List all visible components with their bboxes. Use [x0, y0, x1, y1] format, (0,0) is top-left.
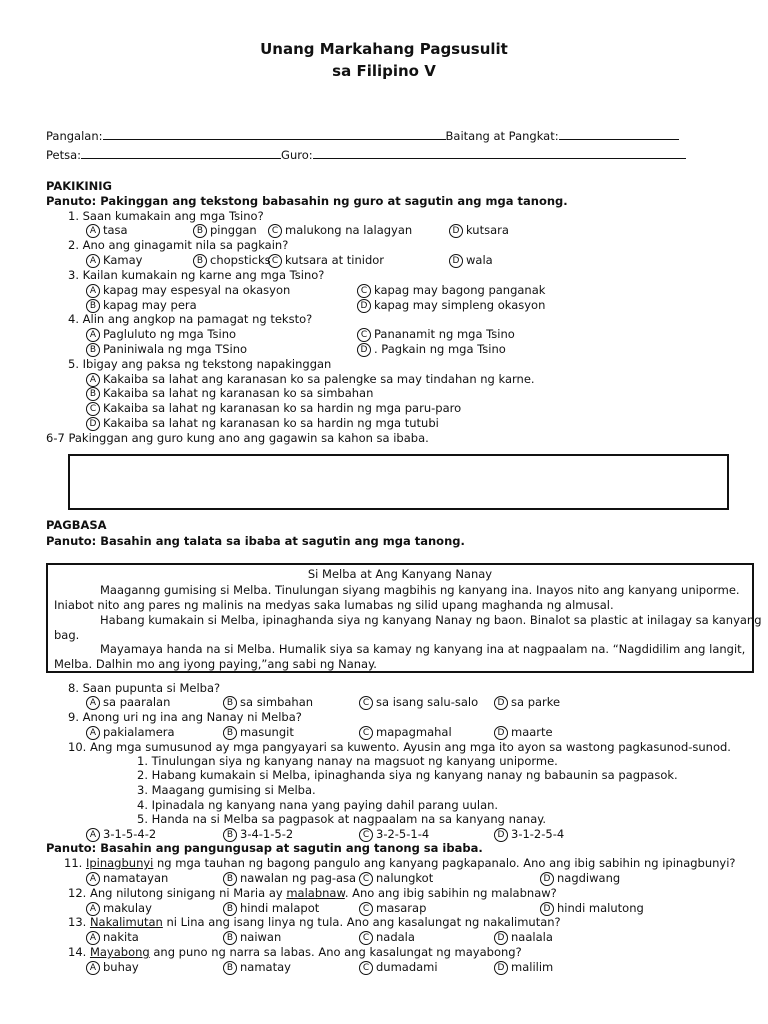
option-text: kapag may pera [103, 298, 197, 312]
event-item: 2. Habang kumakain si Melba, ipinaghanda siya ng kanyang nanay ng babaunin sa pagpasok. [137, 768, 678, 782]
choice-circle: D [494, 828, 508, 842]
option-text: Paniniwala ng mga TSino [103, 342, 248, 356]
q10-option-c[interactable] [359, 827, 429, 842]
option-text: namatayan [103, 871, 169, 885]
choice-circle: D [86, 417, 100, 431]
choice-circle: D [540, 872, 554, 886]
choice-circle: A [86, 828, 100, 842]
choice-circle: D [449, 224, 463, 238]
choice-circle: B [223, 961, 237, 975]
option-text: namatay [240, 960, 291, 974]
choice-circle: B [223, 726, 237, 740]
choice-circle: B [223, 872, 237, 886]
q8-option-d[interactable] [494, 695, 560, 710]
q4-option-a[interactable] [86, 327, 236, 342]
choice-circle: A [86, 328, 100, 342]
option-text: . Pagkain ng mga Tsino [374, 342, 506, 356]
q10-option-b[interactable] [223, 827, 293, 842]
baitang-label: Baitang at Pangkat: [445, 129, 559, 143]
choice-circle: C [268, 224, 282, 238]
question-text: . Ano ang ibig sabihin ng malabnaw? [344, 886, 557, 900]
question-14 [68, 945, 522, 959]
q12-option-c[interactable] [359, 901, 426, 916]
exam-title: Unang Markahang Pagsusulit [260, 40, 508, 58]
event-item: 3. Maagang gumising si Melba. [137, 783, 316, 797]
option-text: malukong na lalagyan [285, 223, 413, 237]
option-text: nagdiwang [557, 871, 621, 885]
option-text: naiwan [240, 930, 282, 944]
exam-subtitle: sa Filipino V [332, 62, 436, 80]
q1-option-b[interactable] [193, 223, 257, 238]
question-11 [64, 856, 736, 870]
story-line: Habang kumakain si Melba, ipinaghanda siya ng kanyang Nanay ng baon. Binalot sa plastic at inilagay sa kanyang [100, 613, 762, 627]
story-line: bag. [54, 628, 80, 642]
choice-circle: D [357, 343, 371, 357]
key-word: Nakalimutan [89, 915, 163, 929]
question-5: 5. Ibigay ang paksa ng tekstong napakinggan [68, 357, 332, 371]
choice-circle: C [357, 284, 371, 298]
option-text: kapag may simpleng okasyon [374, 298, 546, 312]
option-text: masarap [376, 901, 427, 915]
pakikinig-panuto: Panuto: Pakinggan ang tekstong babasahin ng guro at sagutin ang mga tanong. [46, 194, 568, 208]
question-2: 2. Ano ang ginagamit nila sa pagkain? [68, 238, 289, 252]
q8-option-b[interactable] [223, 695, 313, 710]
pangalan-blank[interactable] [103, 127, 446, 140]
option-text: 3-2-5-1-4 [376, 827, 430, 841]
option-text: sa parke [511, 695, 561, 709]
question-10: 10. Ang mga sumusunod ay mga pangyayari sa kuwento. Ayusin ang mga ito ayon sa wastong pagkasunod-sunod. [68, 740, 731, 754]
question-number: 14. [68, 945, 87, 959]
q8-option-a[interactable] [86, 695, 170, 710]
q1-option-c[interactable] [268, 223, 412, 238]
choice-circle: C [359, 726, 373, 740]
option-text: tasa [103, 223, 128, 237]
option-text: hindi malutong [557, 901, 644, 915]
option-text: masungit [240, 725, 294, 739]
event-item: 4. Ipinadala ng kanyang nana yang paying dahil parang uulan. [137, 798, 499, 812]
q8-option-c[interactable] [359, 695, 478, 710]
option-text: kutsara [466, 223, 509, 237]
choice-circle: A [86, 224, 100, 238]
option-text: Pananamit ng mga Tsino [374, 327, 515, 341]
choice-circle: B [193, 224, 207, 238]
choice-circle: A [86, 696, 100, 710]
choice-circle: B [223, 931, 237, 945]
option-text: sa paaralan [103, 695, 171, 709]
choice-circle: C [359, 696, 373, 710]
q13-option-b[interactable] [223, 930, 281, 945]
q13-option-a[interactable] [86, 930, 139, 945]
question-8: 8. Saan pupunta si Melba? [68, 681, 221, 695]
option-text: 3-1-5-4-2 [103, 827, 157, 841]
q3-option-b[interactable] [86, 298, 197, 313]
question-number: 11. [64, 856, 83, 870]
guro-label: Guro: [281, 148, 313, 162]
guro-blank[interactable] [313, 146, 686, 159]
option-text: buhay [103, 960, 139, 974]
choice-circle: D [540, 902, 554, 916]
q4-option-d[interactable] [357, 342, 506, 357]
q5-option-d[interactable] [86, 416, 439, 431]
option-text: nadala [376, 930, 415, 944]
option-text: Kakaiba sa lahat ng karanasan ko sa simbahan [103, 386, 374, 400]
choice-circle: D [494, 726, 508, 740]
option-text: kapag may bagong panganak [374, 283, 546, 297]
choice-circle: D [494, 931, 508, 945]
q13-option-c[interactable] [359, 930, 415, 945]
q5-option-c[interactable] [86, 401, 461, 416]
story-line: Melba. Dalhin mo ang iyong paying,”ang sabi ng Nanay. [54, 657, 377, 671]
choice-circle: C [359, 872, 373, 886]
q3-option-a[interactable] [86, 283, 290, 298]
key-word: Ipinagbunyi [85, 856, 154, 870]
q12-option-a[interactable] [86, 901, 152, 916]
option-text: malilim [511, 960, 554, 974]
event-item: 1. Tinulungan siya ng kanyang nanay na magsuot ng kanyang uniporme. [137, 754, 558, 768]
option-text: pakialamera [103, 725, 175, 739]
option-text: sa isang salu-salo [376, 695, 479, 709]
option-text: naalala [511, 930, 553, 944]
q9-option-a[interactable] [86, 725, 175, 740]
option-text: maarte [511, 725, 553, 739]
option-text: 3-1-2-5-4 [511, 827, 565, 841]
question-9: 9. Anong uri ng ina ang Nanay ni Melba? [68, 710, 302, 724]
pangalan-label: Pangalan: [46, 129, 103, 143]
question-number: 13. [68, 915, 87, 929]
option-text: Kakaiba sa lahat ng karanasan ko sa hardin ng mga tutubi [103, 416, 439, 430]
option-text: Pagluluto ng mga Tsino [103, 327, 237, 341]
q9-option-b[interactable] [223, 725, 294, 740]
choice-circle: C [359, 931, 373, 945]
q10-option-a[interactable] [86, 827, 156, 842]
q13-option-d[interactable] [494, 930, 553, 945]
q10-option-d[interactable] [494, 827, 564, 842]
question-text: ng mga tauhan ng bagong pangulo ang kanyang pagkapanalo. Ano ang ibig sabihin ng ipinagbunyi? [153, 856, 736, 870]
pagbasa-panuto: Panuto: Basahin ang talata sa ibaba at sagutin ang mga tanong. [46, 534, 465, 548]
q9-option-c[interactable] [359, 725, 452, 740]
q4-option-c[interactable] [357, 327, 515, 342]
choice-circle: A [86, 254, 100, 268]
option-text: nawalan ng pag-asa [240, 871, 357, 885]
choice-circle: A [86, 284, 100, 298]
q3-option-d[interactable] [357, 298, 545, 313]
question-12 [68, 886, 557, 900]
q12-option-d[interactable] [540, 901, 644, 916]
q9-option-d[interactable] [494, 725, 553, 740]
question-3: 3. Kailan kumakain ng karne ang mga Tsino? [68, 268, 325, 282]
question-text: Ang nilutong sinigang ni Maria ay [86, 886, 287, 900]
story-line: Iniabot nito ang pares ng malinis na medyas saka lumabas ng silid upang maghanda ng almusal. [54, 598, 614, 612]
choice-circle: B [86, 343, 100, 357]
q11-option-c[interactable] [359, 871, 433, 886]
question-text: ang puno ng narra sa labas. Ano ang kasalungat ng mayabong? [149, 945, 522, 959]
choice-circle: B [193, 254, 207, 268]
q4-option-b[interactable] [86, 342, 247, 357]
choice-circle: C [268, 254, 282, 268]
question-4: 4. Alin ang angkop na pamagat ng teksto? [68, 312, 313, 326]
choice-circle: D [494, 696, 508, 710]
choice-circle: A [86, 961, 100, 975]
q2-option-d[interactable] [449, 253, 493, 268]
baitang-blank[interactable] [559, 127, 679, 140]
option-text: Kakaiba sa lahat ang karanasan ko sa palengke sa may tindahan ng karne. [103, 372, 535, 386]
q14-option-d[interactable] [494, 960, 553, 975]
q5-option-a[interactable] [86, 372, 535, 387]
q2-option-a[interactable] [86, 253, 142, 268]
option-text: nalungkot [376, 871, 434, 885]
option-text: pinggan [210, 223, 257, 237]
q1-option-d[interactable] [449, 223, 509, 238]
choice-circle: B [86, 299, 100, 313]
question-13 [68, 915, 561, 929]
pagbasa-heading: PAGBASA [46, 518, 107, 532]
story-title: Si Melba at Ang Kanyang Nanay [307, 567, 493, 581]
choice-circle: B [86, 387, 100, 401]
petsa-label: Petsa: [46, 148, 82, 162]
q12-option-b[interactable] [223, 901, 319, 916]
q2-option-b[interactable] [193, 253, 271, 268]
q5-option-b[interactable] [86, 386, 373, 401]
choice-circle: B [223, 902, 237, 916]
choice-circle: A [86, 872, 100, 886]
option-text: hindi malapot [240, 901, 320, 915]
option-text: 3-4-1-5-2 [240, 827, 294, 841]
choice-circle: A [86, 931, 100, 945]
q11-option-a[interactable] [86, 871, 168, 886]
choice-circle: A [86, 726, 100, 740]
option-text: dumadami [376, 960, 438, 974]
option-text: wala [466, 253, 493, 267]
question-1: 1. Saan kumakain ang mga Tsino? [68, 209, 264, 223]
choice-circle: C [359, 961, 373, 975]
option-text: kutsara at tinidor [285, 253, 385, 267]
story-line: Maaganng gumising si Melba. Tinulungan siyang magbihis ng kanyang ina. Inayos nito ang kanyang uniporme. [100, 583, 740, 597]
q11-option-d[interactable] [540, 871, 620, 886]
name-row [46, 127, 679, 143]
q14-option-c[interactable] [359, 960, 438, 975]
q14-option-b[interactable] [223, 960, 291, 975]
choice-circle: A [86, 902, 100, 916]
option-text: makulay [103, 901, 152, 915]
q14-option-a[interactable] [86, 960, 139, 975]
choice-circle: B [223, 696, 237, 710]
option-text: kapag may espesyal na okasyon [103, 283, 291, 297]
q1-option-a[interactable] [86, 223, 128, 238]
petsa-blank[interactable] [81, 146, 281, 159]
answer-box[interactable] [68, 454, 729, 510]
choice-circle: C [357, 328, 371, 342]
option-text: Kamay [103, 253, 143, 267]
choice-circle: C [359, 828, 373, 842]
choice-circle: B [223, 828, 237, 842]
option-text: mapagmahal [376, 725, 452, 739]
item-6-7: 6-7 Pakinggan ang guro kung ano ang gagawin sa kahon sa ibaba. [46, 431, 429, 445]
pakikinig-heading: PAKIKINIG [46, 179, 112, 193]
choice-circle: A [86, 373, 100, 387]
date-row [46, 146, 686, 162]
key-word: malabnaw [286, 886, 345, 900]
option-text: sa simbahan [240, 695, 314, 709]
q3-option-c[interactable] [357, 283, 545, 298]
section3-panuto: Panuto: Basahin ang pangungusap at sagutin ang tanong sa ibaba. [46, 841, 483, 855]
q2-option-c[interactable] [268, 253, 384, 268]
key-word: Mayabong [89, 945, 150, 959]
choice-circle: D [449, 254, 463, 268]
q11-option-b[interactable] [223, 871, 356, 886]
choice-circle: C [359, 902, 373, 916]
question-number: 12. [68, 886, 87, 900]
option-text: chopsticks [210, 253, 271, 267]
choice-circle: C [86, 402, 100, 416]
choice-circle: D [494, 961, 508, 975]
question-text: ni Lina ang isang linya ng tula. Ano ang kasalungat ng nakalimutan? [162, 915, 561, 929]
choice-circle: D [357, 299, 371, 313]
option-text: nakita [103, 930, 139, 944]
option-text: Kakaiba sa lahat ng karanasan ko sa hardin ng mga paru-paro [103, 401, 462, 415]
story-line: Mayamaya handa na si Melba. Humalik siya sa kamay ng kanyang ina at nagpaalam na. “Nagdidilim ang langit, [100, 642, 746, 656]
event-item: 5. Handa na si Melba sa pagpasok at nagpaalam na sa kanyang nanay. [137, 812, 547, 826]
